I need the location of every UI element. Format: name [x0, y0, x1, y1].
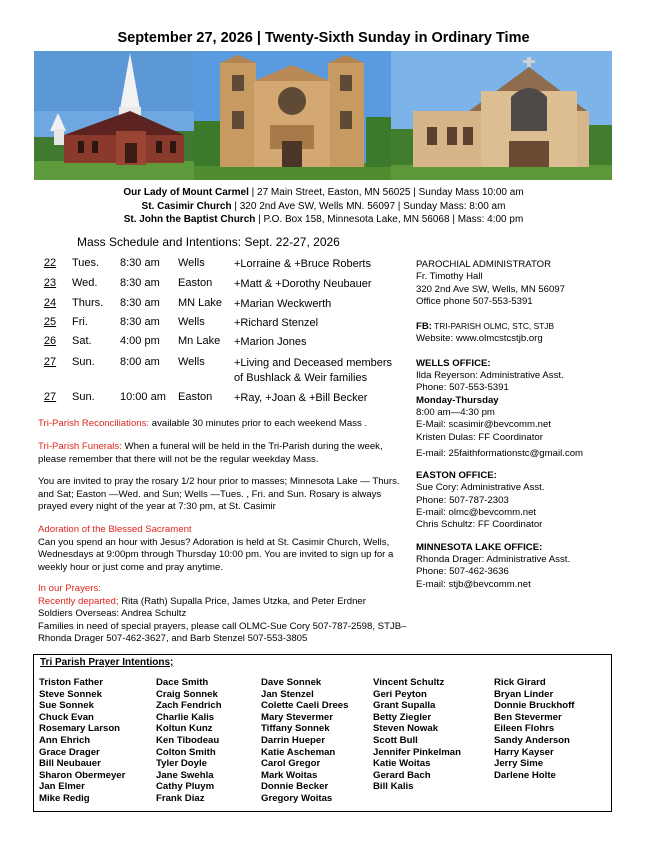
prayer-name: Harry Kayser — [494, 746, 554, 758]
adoration-heading: Adoration of the Blessed Sacrament — [38, 524, 192, 535]
mass-church: Wells — [178, 356, 205, 368]
prayer-name: Tiffany Sonnek — [261, 723, 330, 735]
funerals-notice — [38, 441, 412, 466]
prayer-column — [39, 677, 125, 805]
mass-intention: +Lorraine & +Bruce Roberts — [234, 258, 371, 270]
adoration-notice — [38, 524, 412, 574]
prayer-name: Gregory Woitas — [261, 792, 333, 804]
mnlake-office-heading: MINNESOTA LAKE OFFICE: — [416, 541, 543, 553]
prayer-name: Jane Swehla — [156, 769, 214, 781]
prayer-name: Jerry Sime — [494, 758, 544, 770]
church-line-stc — [0, 200, 647, 214]
prayer-name: Dave Sonnek — [261, 677, 322, 688]
mass-day: 25 — [43, 316, 57, 328]
mass-day: 26 — [43, 335, 57, 347]
church-line-stjb — [0, 213, 647, 227]
prayer-name: Ann Ehrich — [39, 734, 91, 746]
wells-line: Kristen Dulas: FF Coordinator — [416, 431, 543, 443]
website-line: Website: www.olmcstcstjb.org — [416, 333, 543, 345]
prayer-name: Jan Stenzel — [261, 688, 314, 700]
wells-line: Ilda Reyerson: Administrative Asst. — [416, 370, 564, 382]
bulletin-title: September 27, 2026 | Twenty-Sixth Sunday in Ordinary Time — [117, 30, 530, 46]
prayer-name: Sharon Obermeyer — [39, 769, 126, 781]
prayer-name: Frank Diaz — [156, 792, 205, 804]
easton-line: Phone: 507-787-2303 — [416, 494, 509, 506]
mass-church: Mn Lake — [178, 335, 221, 347]
prayer-name: Vincent Schultz — [373, 677, 445, 688]
families-in-need: Families in need of special prayers, please call OLMC-Sue Cory 507-787-2598, STJB– Rhonda Drager 507-462-3627, and Barb Stenzel 507-553-3805 — [38, 620, 407, 645]
admin-address: 320 2nd Ave SW, Wells, MN 56097 — [416, 283, 565, 295]
easton-office-heading: EASTON OFFICE: — [416, 470, 497, 482]
st-casimir-church-photo — [194, 51, 391, 180]
prayer-name: Bryan Linder — [494, 688, 554, 700]
fb-label: FB: — [416, 321, 432, 333]
prayer-column — [494, 677, 574, 781]
prayer-name: Colette Caeli Drees — [261, 700, 349, 712]
recently-departed — [38, 596, 412, 609]
mass-church: Wells — [178, 316, 205, 328]
prayer-name: Mark Woitas — [261, 769, 318, 781]
contacts-column — [416, 259, 631, 591]
mass-weekday: Tues. — [72, 257, 100, 269]
mass-church: Wells — [178, 257, 205, 269]
prayer-name: Chuck Evan — [39, 711, 94, 723]
mass-intention-line1: +Living and Deceased members — [234, 357, 393, 369]
our-lady-of-mount-carmel-photo — [34, 51, 194, 180]
soldiers-overseas: Soldiers Overseas: Andrea Schultz — [38, 608, 187, 620]
prayer-name: Katie Woitas — [373, 758, 431, 770]
mass-intention: +Marion Jones — [234, 336, 307, 348]
reconciliations-label: Tri-Parish Reconciliations: — [38, 418, 150, 429]
mass-day: 27 — [43, 391, 57, 403]
prayer-name: Dace Smith — [156, 677, 209, 688]
wells-line: Phone: 507-553-5391 — [416, 382, 509, 394]
admin-heading: PAROCHIAL ADMINISTRATOR — [416, 259, 552, 270]
prayer-name: Carol Gregor — [261, 758, 321, 770]
mass-schedule-heading: Mass Schedule and Intentions: Sept. 22-27, 2026 — [77, 235, 340, 249]
prayer-name: Steve Sonnek — [39, 688, 102, 700]
mass-time: 8:00 am — [120, 356, 160, 368]
wells-line: E-Mail: scasimir@bevcomm.net — [416, 419, 552, 431]
prayer-name: Tyler Doyle — [156, 758, 208, 770]
mass-intention: +Marian Weckwerth — [234, 298, 332, 310]
st-john-the-baptist-church-photo — [391, 51, 612, 180]
prayer-name: Gerard Bach — [373, 769, 431, 781]
mass-day: 27 — [43, 356, 57, 368]
wells-hours-label: Monday-Thursday — [416, 394, 499, 406]
wells-line: 8:00 am—4:30 pm — [416, 406, 495, 418]
prayer-name: Eileen Flohrs — [494, 723, 555, 735]
church-name: St. John the Baptist Church — [123, 214, 256, 225]
prayer-intentions-box — [33, 654, 612, 812]
prayer-name: Ben Stevermer — [494, 711, 562, 723]
mass-intention: +Richard Stenzel — [234, 317, 319, 329]
prayer-name: Sandy Anderson — [494, 734, 570, 746]
prayer-name: Geri Peyton — [373, 688, 427, 700]
wells-line: E-mail: 25faithformationstc@gmail.com — [416, 447, 584, 459]
mass-day: 23 — [43, 277, 57, 289]
prayer-name: Sue Sonnek — [39, 700, 94, 712]
mass-time: 8:30 am — [120, 277, 160, 289]
mass-weekday: Wed. — [72, 277, 98, 289]
easton-line: E-mail: olmc@bevcomm.net — [416, 507, 537, 519]
prayer-name: Ken Tibodeau — [156, 734, 220, 746]
prayers-heading: In our Prayers: — [38, 583, 101, 594]
admin-phone: Office phone 507-553-5391 — [416, 295, 533, 307]
prayer-name: Grace Drager — [39, 746, 100, 758]
mass-day: 22 — [43, 257, 57, 269]
church-line-olmc — [0, 186, 647, 200]
prayers-notice — [38, 583, 412, 646]
fb-value: TRI-PARISH OLMC, STC, STJB — [431, 321, 555, 332]
mass-weekday: Thurs. — [72, 297, 104, 309]
mass-time: 10:00 am — [120, 391, 166, 403]
church-details: | P.O. Box 158, Minnesota Lake, MN 56068 | Mass: 4:00 pm — [255, 214, 524, 225]
mass-time: 8:30 am — [120, 297, 160, 309]
funerals-label: Tri-Parish Funerals: — [38, 441, 122, 452]
church-photo-strip — [34, 51, 612, 180]
mass-intention-line2: of Bushlack & Weir families — [234, 372, 368, 384]
reconciliations-notice — [38, 418, 412, 431]
prayer-column — [156, 677, 222, 805]
mnlake-line: Rhonda Drager: Administrative Asst. — [416, 553, 571, 565]
prayer-name: Jan Elmer — [39, 781, 85, 793]
prayer-name: Grant Supalla — [373, 700, 436, 712]
prayer-name: Mike Redig — [39, 792, 90, 804]
departed-names: Rita (Rath) Supalla Price, James Utzka, and Peter Erdner — [118, 595, 366, 607]
mass-intention: +Ray, +Joan & +Bill Becker — [234, 392, 368, 404]
prayer-name: Jennifer Pinkelman — [373, 746, 461, 758]
prayer-name: Cathy Pluym — [156, 781, 215, 793]
mass-time: 4:00 pm — [120, 335, 160, 347]
mass-church: Easton — [178, 277, 213, 289]
church-details: | 27 Main Street, Easton, MN 56025 | Sunday Mass 10:00 am — [248, 187, 524, 198]
church-name: Our Lady of Mount Carmel — [123, 187, 249, 198]
prayer-name: Darrin Hueper — [261, 734, 325, 746]
mass-intention — [234, 356, 392, 386]
rosary-notice: You are invited to pray the rosary 1/2 hour prior to masses; Minnesota Lake — Thurs. and Sat; Easton —Wed. and Sun; Wells —Tues. , Fri. and Sun. Rosary is always prayed every night of the year at 7:30 pm, at St. Casimir — [38, 476, 400, 513]
mass-weekday: Fri. — [72, 316, 88, 328]
church-details: | 320 2nd Ave SW, Wells MN. 56097 | Sunday Mass: 8:00 am — [231, 200, 506, 212]
prayer-name: Bill Kalis — [373, 781, 414, 793]
prayer-name: Colton Smith — [156, 746, 216, 758]
mass-church: MN Lake — [178, 297, 223, 309]
prayer-name: Charlie Kalis — [156, 711, 215, 723]
easton-line: Sue Cory: Administrative Asst. — [416, 482, 545, 494]
prayer-column — [261, 677, 348, 805]
prayer-name: Mary Stevermer — [261, 711, 333, 723]
prayer-name: Donnie Bruckhoff — [494, 700, 575, 712]
mass-weekday: Sun. — [72, 356, 95, 368]
wells-office-heading: WELLS OFFICE: — [416, 357, 491, 369]
prayer-name: Zach Fendrich — [156, 700, 222, 712]
prayer-name: Rick Girard — [494, 677, 546, 688]
prayer-name: Donnie Becker — [261, 781, 329, 793]
reconciliations-text: available 30 minutes prior to each weekend Mass . — [149, 418, 368, 429]
prayer-name: Darlene Holte — [494, 769, 556, 781]
prayer-intentions-heading: Tri Parish Prayer Intentions; — [40, 657, 174, 668]
adoration-text: Can you spend an hour with Jesus? Adoration is held at St. Casimir Church, Wells, Wednesdays at 9:00pm through Thursday 10:00 pm. You are invited to sign up for a weekly hour or just come and pray anytime. — [38, 536, 394, 573]
mnlake-line: Phone: 507-462-3636 — [416, 566, 509, 578]
prayer-name: Betty Ziegler — [373, 711, 432, 723]
prayer-name: Rosemary Larson — [39, 723, 121, 735]
easton-line: Chris Schultz: FF Coordinator — [416, 519, 543, 531]
mass-weekday: Sat. — [72, 335, 92, 347]
mass-time: 8:30 am — [120, 316, 160, 328]
mnlake-line: E-mail: stjb@bevcomm.net — [416, 578, 531, 590]
prayer-column — [373, 677, 461, 793]
mass-weekday: Sun. — [72, 391, 95, 403]
admin-name: Fr. Timothy Hall — [416, 271, 483, 283]
mass-day: 24 — [43, 297, 57, 309]
church-locations — [0, 186, 647, 227]
prayer-name: Koltun Kunz — [156, 723, 213, 735]
prayer-name: Craig Sonnek — [156, 688, 218, 700]
funerals-text: When a funeral will be held in the Tri-Parish during the week, please remember that there will not be the regular weekday Mass. — [38, 441, 383, 465]
facebook-line — [416, 320, 631, 333]
prayer-name: Triston Father — [39, 677, 103, 688]
prayer-name: Scott Bull — [373, 734, 418, 746]
prayer-name: Bill Neubauer — [39, 758, 101, 770]
mass-intention: +Matt & +Dorothy Neubauer — [234, 278, 372, 290]
prayer-name: Katie Ascheman — [261, 746, 336, 758]
mass-time: 8:30 am — [120, 257, 160, 269]
prayer-name: Steven Nowak — [373, 723, 439, 735]
mass-church: Easton — [178, 391, 213, 403]
departed-label: Recently departed; — [38, 595, 119, 607]
church-name: St. Casimir Church — [141, 200, 232, 212]
